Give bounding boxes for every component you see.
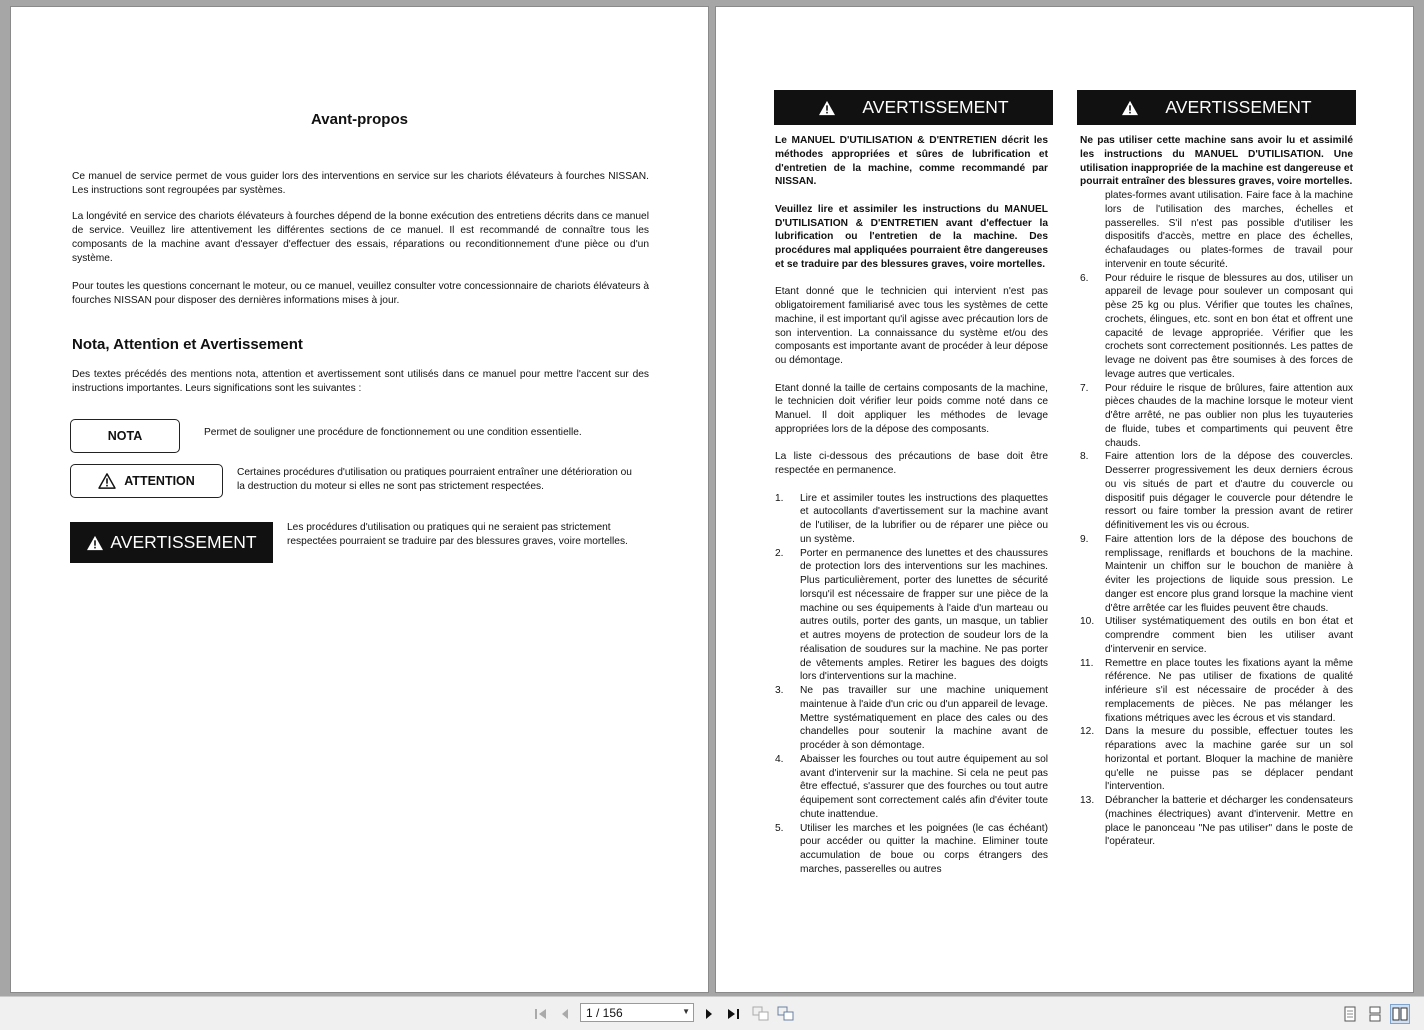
- two-page-view-button[interactable]: [1390, 1004, 1410, 1024]
- viewer-toolbar: [0, 996, 1424, 1030]
- intro-paragraph-3: Pour toutes les questions concernant le moteur, ou ce manuel, veuillez consulter votre concessionnaire de chariots élévateurs à fourches NISSAN pour disposer des dernières informations mises à jour.: [72, 281, 649, 306]
- warning-banner-label: AVERTISSEMENT: [1165, 97, 1312, 117]
- nota-label: NOTA: [107, 429, 143, 443]
- list-item: 4. Abaisser les fourches ou tout autre équipement au sol avant d'intervenir sur la machine. Si cela ne peut pas être effectué, s'assurer que des fourches ou tout autre équipement sont correctement calés afin d'éviter toute chute inattendue.: [775, 753, 1048, 820]
- first-page-icon: [533, 1007, 549, 1021]
- list-item-continuation: plates-formes avant utilisation. Faire face à la machine lors de l'utilisation des marches, échelles et passerelles. S'il n'est pas possible d'utiliser les dispositifs d'accès, mettre en place des échelles, échafaudages ou plates-formes de travail pour intervenir en toute sécurité.: [1105, 190, 1353, 270]
- intro-paragraph-2: La longévité en service des chariots élévateurs à fourches dépend de la bonne exécution des entretiens décrits dans ce manuel de service. Veuillez lire attentivement les différentes sections de ce manuel. Il est recommandé de connaître tous les composants de la machine avant d'essayer d'effectuer des essais, réparations ou reconditionnement d'une pièce ou d'un système.: [72, 211, 649, 264]
- warning-banner-left: [774, 90, 1053, 125]
- paragraph: Etant donné la taille de certains composants de la machine, le technicien doit vérifier leur poids comme noté dans ce Manuel. Il doit appliquer les méthodes de levage appropriées lors de la dépose des composants.: [775, 382, 1048, 435]
- section-intro: Des textes précédés des mentions nota, attention et avertissement sont utilisés dans ce manuel pour mettre l'accent sur des instructions importantes. Leurs significations sont les suivantes :: [72, 369, 649, 394]
- paragraph: La liste ci-dessous des précautions de base doit être respectée en permanence.: [775, 451, 1048, 476]
- last-page-button[interactable]: [724, 1005, 742, 1023]
- two-page-icon: [1392, 1007, 1408, 1021]
- paragraph: Etant donné que le technicien qui intervient n'est pas obligatoirement familiarisé avec tous les systèmes de cette machine, il est important qu'il agisse avec précaution lors de son intervention. La connaissance du système et/ou des composants est importante avant de procéder à leur dépose ou démontage.: [775, 286, 1048, 366]
- next-page-button[interactable]: [700, 1005, 718, 1023]
- nota-label-box: [70, 419, 180, 453]
- list-item: 1. Lire et assimiler toutes les instructions des plaquettes et autocollants d'avertissement sur la machine avant de l'utiliser, de la lubrifier ou de réparer une pièce ou un système.: [775, 492, 1048, 545]
- attention-label-box: [70, 464, 223, 498]
- single-page-icon: [1344, 1006, 1356, 1022]
- text-column-2: [1080, 134, 1353, 849]
- list-item: 12. Dans la mesure du possible, effectuer toutes les réparations avec la machine garée sur un sol horizontal et portant. Bloquer la machine de manière qu'elle ne puisse pas se déplacer pendant l'intervention.: [1080, 726, 1353, 793]
- list-item: 3. Ne pas travailler sur une machine uniquement maintenue à l'aide d'un cric ou d'un appareil de levage. Mettre systématiquement en place des cales ou des chandelles pour soutenir la machine avant de procéder à son démontage.: [775, 685, 1048, 751]
- list-item: 5. Utiliser les marches et les poignées (le cas échéant) pour accéder ou quitter la machine. Eliminer toute accumulation de boue ou corps étrangers des marches, passerelles ou autres: [775, 822, 1048, 875]
- list-item: 2. Porter en permanence des lunettes et des chaussures de protection lors des interventions sur les machines. Plus particulièrement, porter des lunettes de sécurité lorsqu'il est nécessaire de frapper sur une pièce de la machine ou ses équipements à l'aide d'un marteau ou autres outils, porter des gants, un masque, un tablier et autres moyens de protection de soudeur lors de la réalisation de soudures sur la machine. Ne pas porter de vêtements amples. Retirer les bagues des doigts lors d'interventions sur la machine.: [775, 547, 1048, 683]
- section-title: Nota, Attention et Avertissement: [72, 336, 303, 353]
- previous-view-button[interactable]: [752, 1005, 770, 1023]
- single-page-view-button[interactable]: [1340, 1004, 1360, 1024]
- attention-description: Certaines procédures d'utilisation ou pratiques pourraient entraîner une détérioration ou la destruction du moteur si elles ne sont pas strictement respectées.: [237, 467, 632, 492]
- nota-description: Permet de souligner une procédure de fonctionnement ou une condition essentielle.: [204, 427, 582, 438]
- list-item: 8. Faire attention lors de la dépose des couvercles. Desserrer progressivement les deux derniers écrous ou vis situés de part et d'autre du couvercle ou dispositif puis dégager le couvercle pour détendre le ressort ou faire tomber la pression avant de retirer définitivement les vis ou écrous.: [1080, 451, 1353, 531]
- page-title: Avant-propos: [311, 111, 408, 128]
- previous-page-button[interactable]: [556, 1005, 574, 1023]
- warning-text-2: Veuillez lire et assimiler les instructions du MANUEL D'UTILISATION & D'ENTRETIEN avant d'effectuer la lubrification ou l'entretien de la machine. Des procédures mal appliquées pourraient être dangereuses et se traduire par des blessures graves, voire mortelles.: [775, 203, 1048, 270]
- avertissement-label-box: [70, 522, 273, 563]
- next-page-icon: [703, 1007, 715, 1021]
- document-page-right: [716, 7, 1413, 992]
- previous-page-icon: [559, 1007, 571, 1021]
- warning-triangle-icon: [98, 473, 116, 489]
- warning-triangle-icon: [86, 535, 104, 551]
- list-item: 11. Remettre en place toutes les fixations ayant la même référence. Ne pas utiliser de fixations de qualité inférieure s'il est nécessaire de procéder à des remplacements de pièces. Ne pas mélanger les fixations métriques avec les écrous et vis standard.: [1080, 657, 1353, 724]
- next-view-button[interactable]: [777, 1005, 795, 1023]
- chevron-down-icon: ▼: [682, 1007, 690, 1016]
- warning-triangle-icon: [818, 100, 836, 116]
- continuous-page-icon: [1369, 1006, 1381, 1022]
- continuous-view-button[interactable]: [1365, 1004, 1385, 1024]
- avertissement-label: AVERTISSEMENT: [110, 532, 257, 552]
- avertissement-description: Les procédures d'utilisation ou pratiques qui ne seraient pas strictement respectées pourraient se traduire par des blessures graves, voire mortelles.: [287, 522, 628, 547]
- page-indicator: 1 / 156: [586, 1005, 623, 1020]
- list-item: 9. Faire attention lors de la dépose des bouchons de remplissage, reniflards et bouchons de la machine. Maintenir un chiffon sur le bouchon de manière à éviter les projections de liquide sous pression. Le danger est encore plus grand lorsque la machine vient d'être arrêtée car les fluides peuvent être chauds.: [1080, 533, 1353, 614]
- warning-banner-label: AVERTISSEMENT: [862, 97, 1009, 117]
- list-item: 13. Débrancher la batterie et décharger les condensateurs (machines électriques) avant d'intervenir. Mettre en place le panonceau "Ne pas utiliser" dans le poste de l'opérateur.: [1080, 795, 1353, 848]
- warning-text-3: Ne pas utiliser cette machine sans avoir lu et assimilé les instructions du MANUEL D'UTILISATION. Une utilisation inappropriée de la machine est dangereuse et pourrait entraîner des blessures graves, voire mortelles.: [1080, 135, 1353, 188]
- page-number-input[interactable]: [580, 1003, 694, 1022]
- last-page-icon: [725, 1007, 741, 1021]
- intro-paragraph-1: Ce manuel de service permet de vous guider lors des interventions en service sur les chariots élévateurs à fourches NISSAN. Les instructions sont regroupées par systèmes.: [72, 171, 649, 196]
- list-item: 6. Pour réduire le risque de blessures au dos, utiliser un appareil de levage pour soulever un composant qui pèse 25 kg ou plus. Vérifier que toutes les chaînes, crochets, élingues, etc. sont en bon état et offrent une capacité de levage appropriée. Vérifier que les crochets sont correctement positionnés. Les pattes de levage ne doivent pas être soumises à des forces de levage autres que verticales.: [1080, 272, 1353, 380]
- next-view-icon: [777, 1006, 795, 1022]
- warning-text-1: Le MANUEL D'UTILISATION & D'ENTRETIEN décrit les méthodes appropriées et sûres de lubrification et d'entretien de la machine, comme recommandé par NISSAN.: [775, 135, 1048, 188]
- warning-banner-right: [1077, 90, 1356, 125]
- list-item: 7. Pour réduire le risque de brûlures, faire attention aux pièces chaudes de la machine lorsque le moteur vient d'être arrêté, ne pas oublier non plus les tuyauteries de fluide, tubes et compartiments qui peuvent être chauds.: [1080, 382, 1353, 449]
- document-page-left: [11, 7, 708, 992]
- text-column-1: [775, 134, 1048, 877]
- attention-label: ATTENTION: [124, 474, 195, 488]
- warning-triangle-icon: [1121, 100, 1139, 116]
- first-page-button[interactable]: [532, 1005, 550, 1023]
- list-item: 10. Utiliser systématiquement des outils en bon état et comprendre comment bien les utiliser avant d'intervenir en service.: [1080, 616, 1353, 655]
- previous-view-icon: [752, 1006, 770, 1022]
